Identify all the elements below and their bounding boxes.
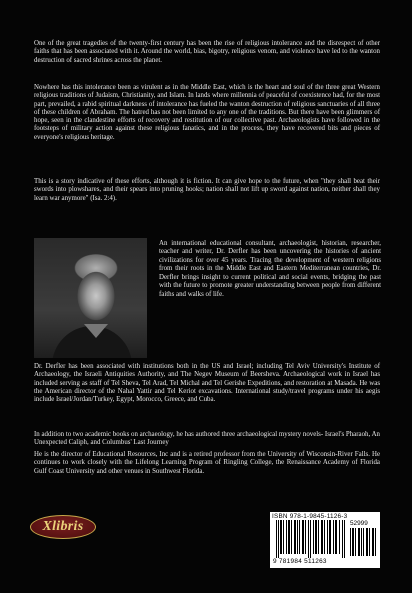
- story-paragraph: This is a story indicative of these efforts, although it is fiction. It can give hope to the future, when "they shall beat their swords into plowshares, and their spears into pruning hooks; nation shall not lift up sword against nation, neither shall they learn war anymore" (Isa. 2:4).: [34, 178, 380, 202]
- xlibris-logo: [30, 515, 96, 539]
- price-barcode-bars: [350, 528, 376, 556]
- price-code: 52999: [350, 520, 368, 527]
- author-bio-paragraph: An international educational consultant, archaeologist, historian, researcher, teacher and writer, Dr. Derfler has been uncovering the histories of ancient civilizations for over 45 years. Tracing the development of western religions from their roots in the Middle East and Eastern Mediterranean countries, Dr. Derfler brings insight to current political and social events, bridging the past with the future to promote greater understanding between people from different faiths and walks of life.: [159, 240, 381, 298]
- barcode-digits: 9 781984 511263: [273, 558, 327, 565]
- intro-paragraph: One of the great tragedies of the twenty-first century has been the rise of religious intolerance and the disrespect of other faiths that has been associated with it. Around the world, bias, bigotry, religious venom, and violence have led to the wanton destruction of sacred shrines across the planet.: [34, 40, 380, 64]
- isbn-label: ISBN 978-1-9845-1126-3: [272, 513, 348, 520]
- author-photo: [34, 238, 147, 358]
- middle-east-paragraph: Nowhere has this intolerance been as virulent as in the Middle East, which is the heart and soul of the three great Western religious traditions of Judaism, Christianity, and Islam. In lands where millennia of peaceful of coexistence had, for the most part, prevailed, a rabid spiritual darkness of intolerance has fueled the wanton destruction of religious sanctuaries of all three of these children of Abraham. The hatred has not been limited to any one of the traditions. But there have been glimmers of hope, seen in the clandestine efforts of recovery and restitution of our collective past. Archaeologists have followed in the footsteps of military action against these religious fanatics, and in the process, they have recovered bits and pieces of everyone's religious heritage.: [34, 84, 380, 141]
- books-paragraph: In addition to two academic books on archaeology, he has authored three archaeological mystery novels- Israel's Pharaoh, An Unexpected Caliph, and Columbus' Last Journey: [34, 431, 380, 447]
- director-paragraph: He is the director of Educational Resources, Inc and is a retired professor from the University of Wisconsin-River Falls. He continues to work closely with the Lifelong Learning Program of Ringling College, the Renaissance Academy of Florida Gulf Coast University and other venues in Southwest Florida.: [34, 451, 380, 475]
- institutions-paragraph: Dr. Derfler has been associated with institutions both in the US and Israel; including Tel Aviv University's Institute of Archaeology, the Israeli Antiquities Authority, and The Negev Museum of Beersheva. Archaeological work in Israel has included serving as staff of Tel Sheva, Tel Arad, Tel Michal and Tel Gerishe Expeditions, and restoration at Masada. He was the American director of the Nahal Yattir and Tel Keriot excavations. International study/travel programs under his aegis include Israel/Jordan/Turkey, Egypt, Morocco, Greece, and Cuba.: [34, 363, 380, 404]
- xlibris-logo-text: Xlibris: [42, 519, 84, 534]
- isbn-barcode: [270, 512, 380, 568]
- ean-barcode-bars: [276, 520, 348, 558]
